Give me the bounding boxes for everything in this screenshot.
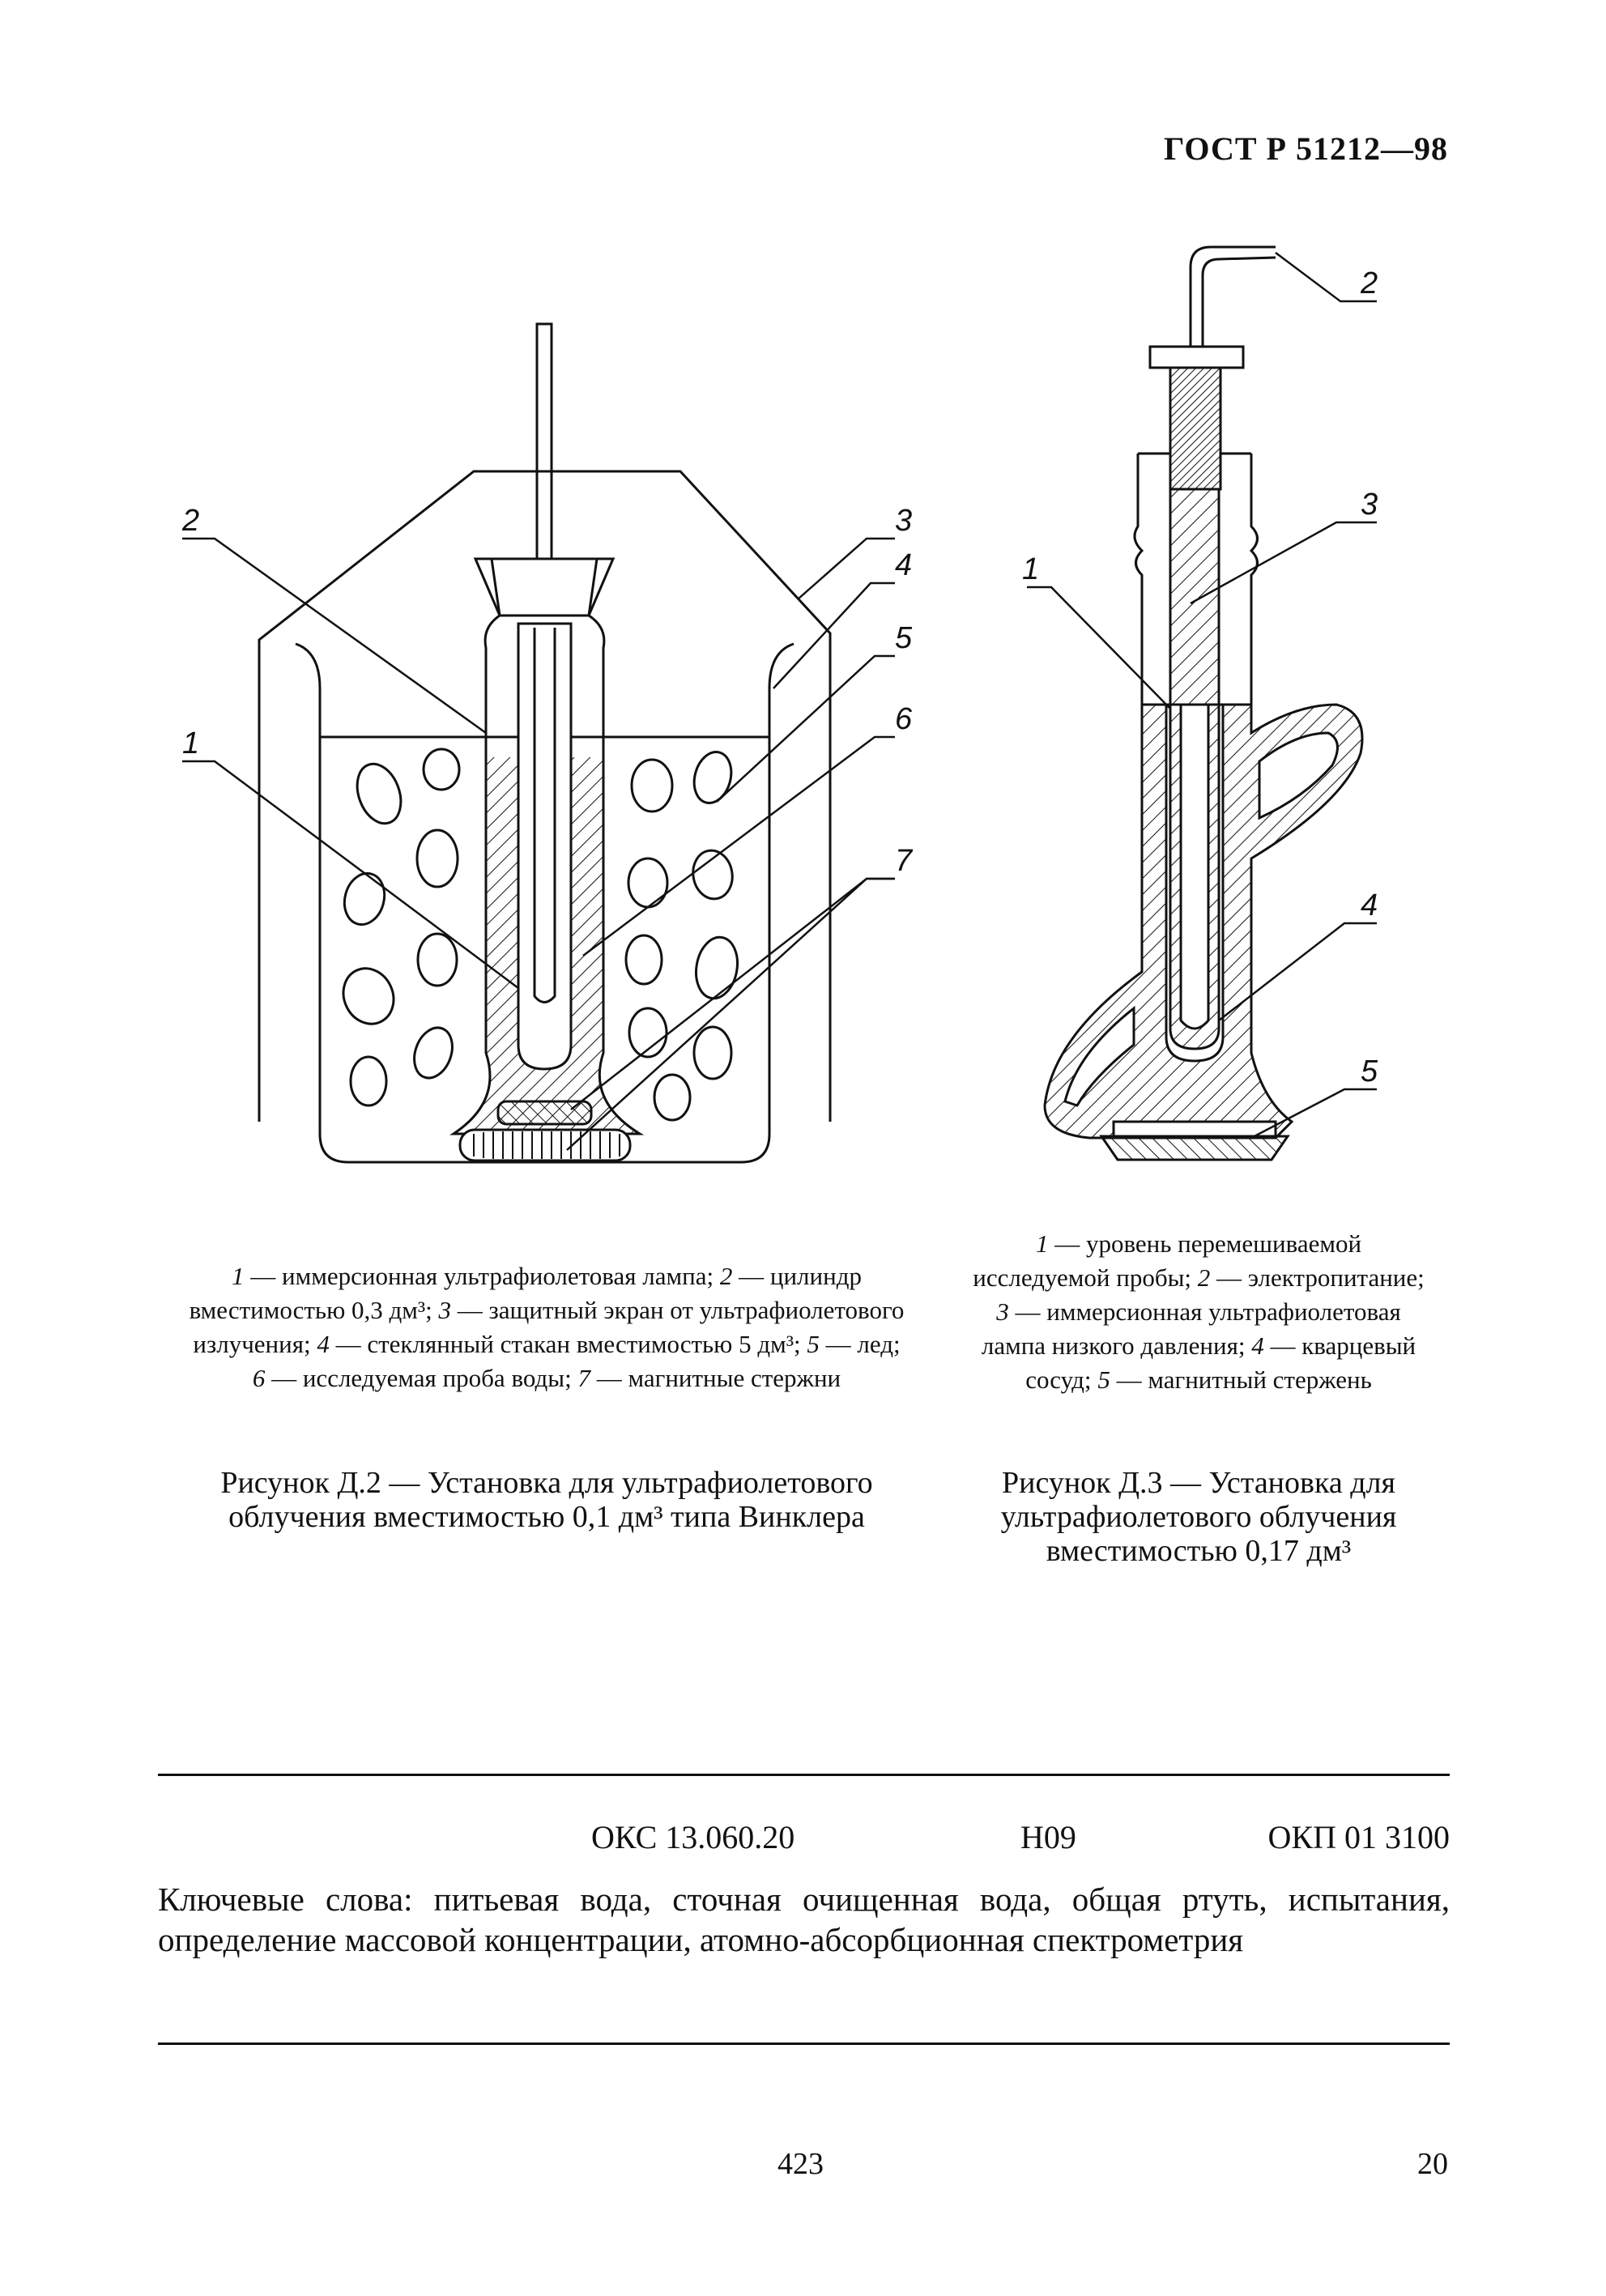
fig-d3-callout-5: 5 (1361, 1054, 1378, 1088)
fig-d3-callout-4: 4 (1361, 888, 1378, 922)
fig-d2-callout-6: 6 (895, 702, 913, 736)
fig-d3-callout-2: 2 (1361, 266, 1378, 300)
divider-top (158, 1774, 1450, 1776)
figure-d3-legend: 1 — уровень перемешиваемой исследуемой пробы; 2 — электропитание; 3 — иммерсионная ультрафиолетовая лампа низкого давления; 4 — кварцевый сосуд; 5 — магнитный стержень (973, 1229, 1425, 1394)
figure-d3-caption: Рисунок Д.3 — Установка для ультрафиолетового облучения вместимостью 0,17 дм³ (1000, 1466, 1397, 1568)
oks-code: ОКС 13.060.20 (591, 1819, 795, 1855)
keywords-paragraph: Ключевые слова: питьевая вода, сточная очищенная вода, общая ртуть, испытания, определение массовой концентрации, атомно-абсорбционная спектрометрия (158, 1881, 1450, 1958)
fig-d3-callout-3: 3 (1361, 488, 1378, 522)
group-code: Н09 (1020, 1819, 1076, 1855)
fig-d2-callout-7: 7 (895, 844, 913, 878)
fig-d2-callout-5: 5 (895, 621, 913, 655)
fig-d2-callout-1: 1 (182, 726, 200, 760)
divider-bottom (158, 2043, 1450, 2045)
figure-d2-caption: Рисунок Д.2 — Установка для ультрафиолетового облучения вместимостью 0,1 дм³ типа Винклера (220, 1466, 873, 1534)
fig-d2-callout-2: 2 (182, 504, 200, 538)
fig-d2-callout-4: 4 (895, 548, 913, 582)
okp-code: ОКП 01 3100 (1267, 1819, 1450, 1855)
figure-d2-legend: 1 — иммерсионная ультрафиолетовая лампа; 2 — цилиндр вместимостью 0,3 дм³; 3 — защитный экран от ультрафиолетового излучения; 4 — стеклянный стакан вместимостью 5 дм³; 5 — лед; 6 — исследуемая проба воды; 7 — магнитные стержни (189, 1262, 905, 1392)
page-number-right: 20 (1417, 2147, 1448, 2181)
fig-d3-callout-1: 1 (1022, 552, 1040, 586)
fig-d2-callout-3: 3 (895, 504, 913, 538)
standard-number: ГОСТ Р 51212—98 (1163, 130, 1448, 167)
page-number-center: 423 (777, 2147, 824, 2181)
